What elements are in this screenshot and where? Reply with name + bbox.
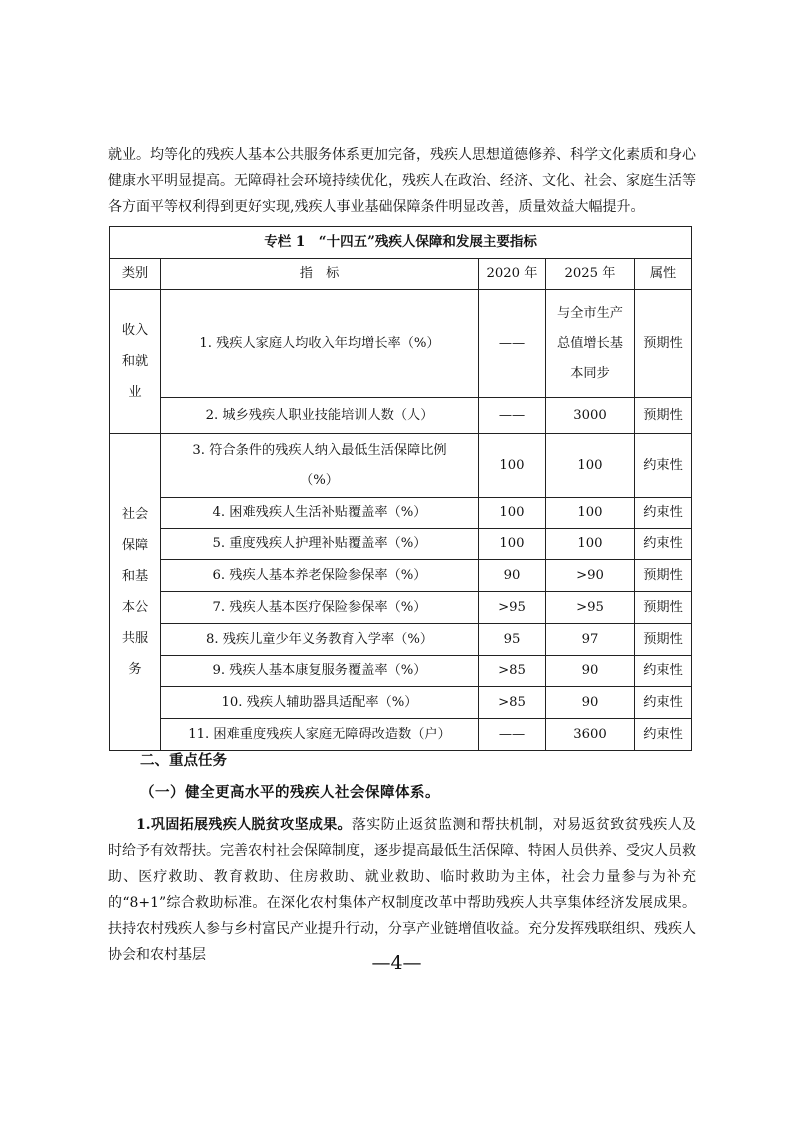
page-number: —4— bbox=[371, 952, 422, 974]
table-header-row bbox=[110, 259, 692, 290]
header-category: 类别 bbox=[110, 259, 161, 290]
value-2025: 3000 bbox=[546, 398, 635, 434]
table-row bbox=[110, 498, 692, 529]
subsection-heading: （一）健全更高水平的残疾人社会保障体系。 bbox=[140, 785, 440, 801]
indicator-cell: 3. 符合条件的残疾人纳入最低生活保障比例 （%） bbox=[161, 434, 479, 498]
category-social-security: 社会 保障 和基 本公 共服 务 bbox=[110, 434, 161, 751]
table-row bbox=[110, 434, 692, 498]
table-row bbox=[110, 398, 692, 434]
indicator-cell: 7. 残疾人基本医疗保险参保率（%） bbox=[161, 592, 479, 624]
indicator-cell: 2. 城乡残疾人职业技能培训人数（人） bbox=[161, 398, 479, 434]
value-2025: 100 bbox=[546, 434, 635, 498]
value-2025: >90 bbox=[546, 560, 635, 592]
value-2020: 100 bbox=[479, 434, 546, 498]
header-indicator: 指 标 bbox=[161, 259, 479, 290]
attribute-cell: 预期性 bbox=[635, 592, 692, 624]
attribute-cell: 约束性 bbox=[635, 656, 692, 687]
body-paragraph bbox=[108, 812, 696, 968]
header-2025: 2025 年 bbox=[546, 259, 635, 290]
header-attribute: 属性 bbox=[635, 259, 692, 290]
attribute-cell: 约束性 bbox=[635, 687, 692, 719]
indicator-cell: 5. 重度残疾人护理补贴覆盖率（%） bbox=[161, 529, 479, 560]
body-text: 落实防止返贫监测和帮扶机制，对易返贫致贫残疾人及时给予有效帮扶。完善农村社会保障制度，逐步提高最低生活保障、特困人员供养、受灾人员救助、医疗救助、教育救助、住房救助、就业救助、临时救助为主体，社会力量参与为补充的“8+1”综合救助标准。在深化农村集体产权制度改革中帮助残疾人共享集体经济发展成果。扶持农村残疾人参与乡村富民产业提升行动，分享产业链增值收益。充分发挥残联组织、残疾人协会和农村基层 bbox=[108, 817, 697, 963]
header-2020: 2020 年 bbox=[479, 259, 546, 290]
table-row bbox=[110, 529, 692, 560]
attribute-cell: 预期性 bbox=[635, 398, 692, 434]
category-income-employment: 收入 和就 业 bbox=[110, 290, 161, 434]
table-row bbox=[110, 656, 692, 687]
value-2020: —— bbox=[479, 398, 546, 434]
value-2020: >95 bbox=[479, 592, 546, 624]
value-2025: >95 bbox=[546, 592, 635, 624]
attribute-cell: 预期性 bbox=[635, 290, 692, 398]
indicator-cell: 8. 残疾儿童少年义务教育入学率（%） bbox=[161, 624, 479, 656]
value-2020: >85 bbox=[479, 656, 546, 687]
table-row bbox=[110, 719, 692, 751]
value-2020: 95 bbox=[479, 624, 546, 656]
attribute-cell: 约束性 bbox=[635, 719, 692, 751]
table-title: 专栏 1 “十四五”残疾人保障和发展主要指标 bbox=[110, 227, 692, 259]
indicator-cell: 10. 残疾人辅助器具适配率（%） bbox=[161, 687, 479, 719]
value-2025: 与全市生产 总值增长基 本同步 bbox=[546, 290, 635, 398]
value-2025: 100 bbox=[546, 529, 635, 560]
indicator-cell: 4. 困难残疾人生活补贴覆盖率（%） bbox=[161, 498, 479, 529]
value-2025: 90 bbox=[546, 687, 635, 719]
value-2020: 90 bbox=[479, 560, 546, 592]
section-heading: 二、重点任务 bbox=[140, 752, 227, 769]
attribute-cell: 预期性 bbox=[635, 624, 692, 656]
value-2020: —— bbox=[479, 290, 546, 398]
indicator-cell: 11. 困难重度残疾人家庭无障碍改造数（户） bbox=[161, 719, 479, 751]
attribute-cell: 约束性 bbox=[635, 498, 692, 529]
value-2025: 90 bbox=[546, 656, 635, 687]
value-2025: 97 bbox=[546, 624, 635, 656]
attribute-cell: 约束性 bbox=[635, 434, 692, 498]
body-lead: 1.巩固拓展残疾人脱贫攻坚成果。 bbox=[136, 817, 352, 833]
value-2020: >85 bbox=[479, 687, 546, 719]
table-row bbox=[110, 290, 692, 398]
value-2020: 100 bbox=[479, 498, 546, 529]
attribute-cell: 约束性 bbox=[635, 529, 692, 560]
indicator-cell: 9. 残疾人基本康复服务覆盖率（%） bbox=[161, 656, 479, 687]
indicator-cell: 1. 残疾人家庭人均收入年均增长率（%） bbox=[161, 290, 479, 398]
value-2020: 100 bbox=[479, 529, 546, 560]
intro-paragraph: 就业。均等化的残疾人基本公共服务体系更加完备，残疾人思想道德修养、科学文化素质和身心健康水平明显提高。无障碍社会环境持续优化，残疾人在政治、经济、文化、社会、家庭生活等各方面平等权利得到更好实现,残疾人事业基础保障条件明显改善，质量效益大幅提升。 bbox=[108, 147, 696, 215]
value-2020: —— bbox=[479, 719, 546, 751]
value-2025: 3600 bbox=[546, 719, 635, 751]
table-row bbox=[110, 687, 692, 719]
indicator-cell: 6. 残疾人基本养老保险参保率（%） bbox=[161, 560, 479, 592]
table-row bbox=[110, 592, 692, 624]
indicator-table bbox=[109, 226, 692, 751]
attribute-cell: 预期性 bbox=[635, 560, 692, 592]
table-row bbox=[110, 624, 692, 656]
value-2025: 100 bbox=[546, 498, 635, 529]
table-row bbox=[110, 560, 692, 592]
